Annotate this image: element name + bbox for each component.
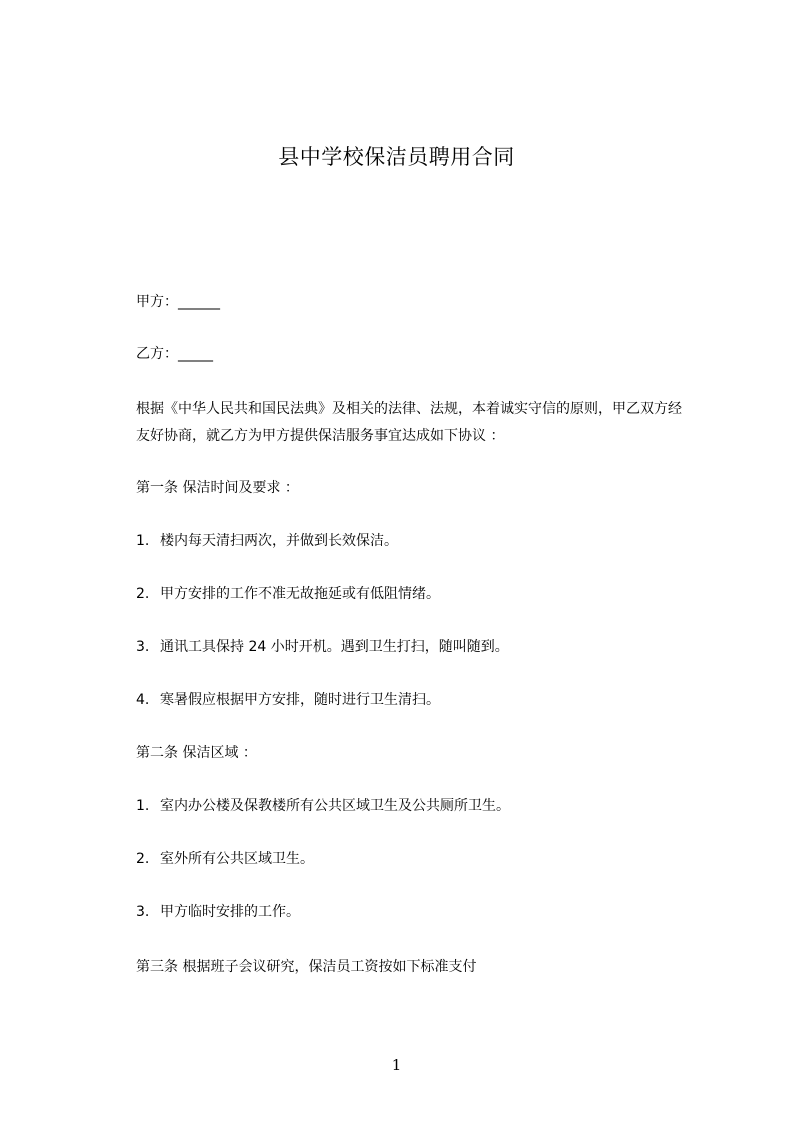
list-item xyxy=(136,584,440,604)
list-item-number: 2. xyxy=(136,586,150,602)
list-item-text: 楼内每天清扫两次，并做到长效保洁。 xyxy=(160,533,398,549)
article1-heading: 第一条 保洁时间及要求 ： xyxy=(136,480,299,496)
list-item-number: 3. xyxy=(136,639,150,655)
list-item-text: 通讯工具保持 24 小时开机。遇到卫生打扫，随叫随到。 xyxy=(160,639,509,655)
list-item-number: 4. xyxy=(136,692,150,708)
list-item-text: 甲方临时安排的工作。 xyxy=(160,904,300,920)
list-item xyxy=(136,902,300,922)
list-item xyxy=(136,849,314,869)
article3-heading: 第三条 根据班子会议研究，保洁员工资按如下标准支付 xyxy=(136,959,477,975)
party-a-line: 甲方：______ xyxy=(136,294,220,310)
list-item xyxy=(136,796,510,816)
party-b-line: 乙方：_____ xyxy=(136,346,213,362)
article2-heading: 第二条 保洁区域 ： xyxy=(136,745,257,761)
list-item xyxy=(136,637,509,657)
page-number: 1 xyxy=(391,1056,402,1074)
list-item-text: 甲方安排的工作不准无故拖延或有低阻情绪。 xyxy=(160,586,440,602)
list-item-number: 1. xyxy=(136,798,150,814)
list-item xyxy=(136,531,398,551)
list-item-number: 3. xyxy=(136,904,150,920)
list-item-text: 室外所有公共区域卫生。 xyxy=(160,851,314,867)
list-item-text: 寒暑假应根据甲方安排，随时进行卫生清扫。 xyxy=(160,692,440,708)
intro-paragraph xyxy=(105,396,690,450)
list-item xyxy=(136,690,440,710)
document-title: 县中学校保洁员聘用合同 xyxy=(278,145,515,169)
list-item-number: 1. xyxy=(136,533,150,549)
intro-text: 根据《中华人民共和国民法典》及相关的法律、法规，本着诚实守信的原则，甲乙双方经友好协商，就乙方为甲方提供保洁服务事宜达成如下协议 ： xyxy=(136,401,682,444)
list-item-number: 2. xyxy=(136,851,150,867)
list-item-text: 室内办公楼及保教楼所有公共区域卫生及公共厕所卫生。 xyxy=(160,798,510,814)
